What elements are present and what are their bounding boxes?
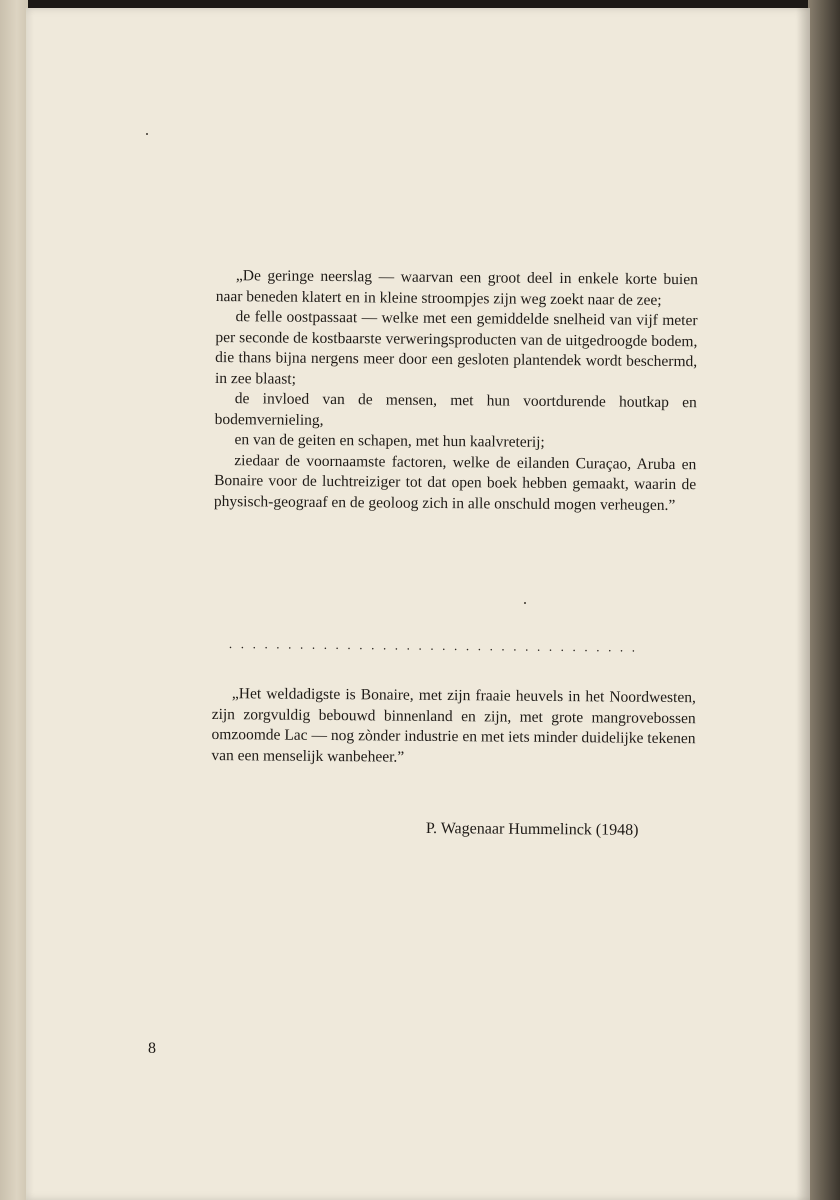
quote-one: [214, 266, 698, 516]
book-page: [26, 8, 810, 1200]
quote-one-paragraph: „De geringe neerslag — waarvan een groot deel in enkele korte buien naar beneden klatert en in kleine stroompjes zijn weg zoekt naar de zee;: [215, 267, 698, 309]
quote-two-paragraph: „Het weldadigste is Bonaire, met zijn fraaie heuvels in het Noordwesten, zijn zorgvuldig bebouwd binnenland en zijn, met grote mangrovebossen omzoomde Lac — nog zònder industrie en met iets minder duidelijke tekenen van een menselijk wanbeheer.”: [211, 685, 696, 766]
paper-speck: [524, 602, 526, 604]
quote-one-paragraph: en van de geiten en schapen, met hun kaalvreterij;: [234, 431, 545, 451]
section-separator: ...................................: [228, 636, 644, 655]
page-gutter-shadow: [796, 8, 810, 1200]
quote-one-paragraph: de invloed van de mensen, met hun voortdurende houtkap en bodemvernieling,: [214, 390, 697, 429]
quote-one-paragraph: de felle oostpassaat — welke met een gemiddelde snelheid van vijf meter per seconde de kostbaarste verweringsproducten van de uitgedroogde bodem, die thans bijna nergens meer door een gesloten plantendek wordt beschermd, in zee blaast;: [214, 308, 698, 388]
attribution: P. Wagenaar Hummelinck (1948): [425, 820, 639, 839]
quote-one-paragraph: ziedaar de voornaamste factoren, welke de eilanden Curaçao, Aruba en Bonaire voor de luchtreiziger tot dat open boek hebben gemaakt, waarin de physisch-geograaf en de geoloog zich in alle onschuld mogen verheugen.”: [213, 451, 697, 514]
page-number: 8: [148, 1040, 156, 1057]
book-left-edge: [0, 0, 28, 1200]
book-right-edge: [808, 0, 840, 1200]
paper-speck: [146, 133, 148, 135]
quote-two: [211, 684, 696, 770]
